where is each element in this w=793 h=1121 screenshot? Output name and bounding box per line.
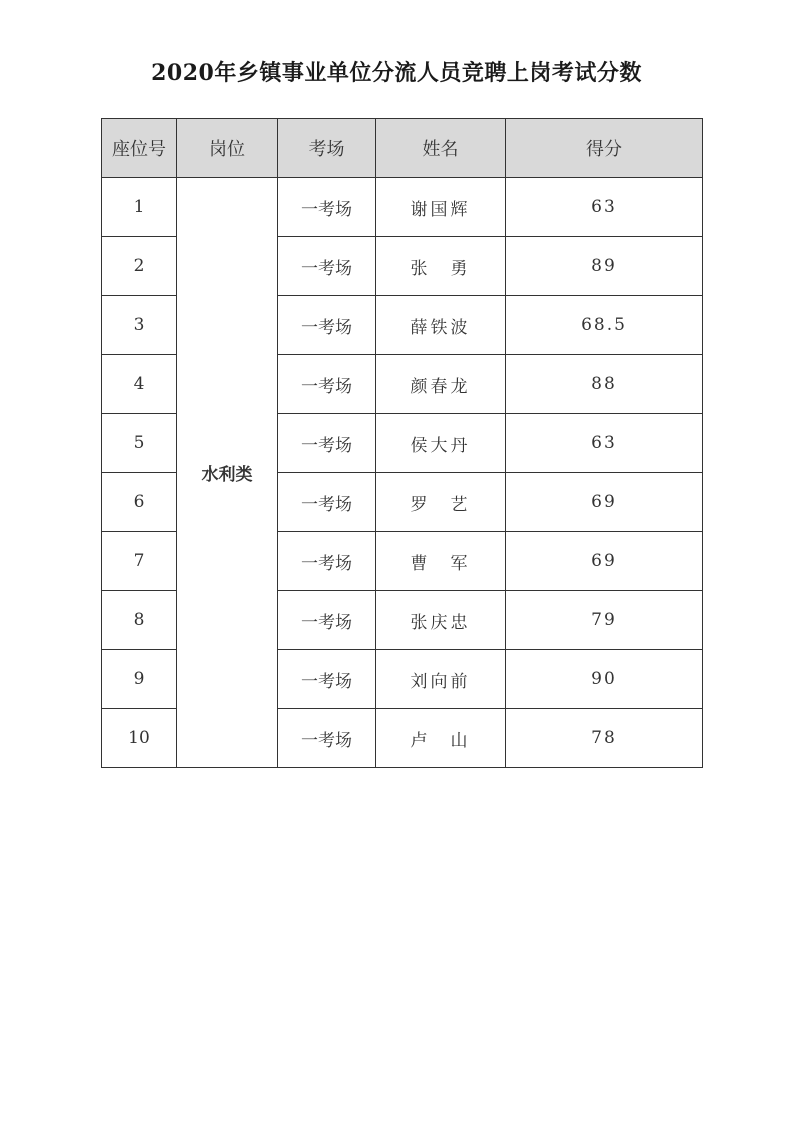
seat-cell: 3 — [102, 296, 177, 355]
room-cell: 一考场 — [278, 237, 376, 296]
room-cell: 一考场 — [278, 355, 376, 414]
name-cell: 张庆忠 — [376, 591, 506, 650]
name-cell: 薛铁波 — [376, 296, 506, 355]
seat-cell: 4 — [102, 355, 177, 414]
seat-cell: 7 — [102, 532, 177, 591]
score-cell: 79 — [506, 591, 703, 650]
score-cell: 63 — [506, 178, 703, 237]
score-cell: 68.5 — [506, 296, 703, 355]
room-cell: 一考场 — [278, 532, 376, 591]
score-cell: 63 — [506, 414, 703, 473]
header-seat: 座位号 — [102, 119, 177, 178]
room-cell: 一考场 — [278, 709, 376, 768]
score-cell: 78 — [506, 709, 703, 768]
room-cell: 一考场 — [278, 178, 376, 237]
seat-cell: 9 — [102, 650, 177, 709]
page-title: 2020年乡镇事业单位分流人员竞聘上岗考试分数 — [151, 60, 642, 86]
name-cell: 罗 艺 — [376, 473, 506, 532]
name-cell: 张 勇 — [376, 237, 506, 296]
header-post: 岗位 — [177, 119, 278, 178]
room-cell: 一考场 — [278, 473, 376, 532]
name-cell: 颜春龙 — [376, 355, 506, 414]
seat-cell: 10 — [102, 709, 177, 768]
header-name: 姓名 — [376, 119, 506, 178]
name-cell: 谢国辉 — [376, 178, 506, 237]
score-table — [101, 118, 703, 768]
room-cell: 一考场 — [278, 414, 376, 473]
score-cell: 89 — [506, 237, 703, 296]
name-cell: 刘向前 — [376, 650, 506, 709]
name-cell: 侯大丹 — [376, 414, 506, 473]
score-cell: 88 — [506, 355, 703, 414]
score-cell: 69 — [506, 532, 703, 591]
seat-cell: 8 — [102, 591, 177, 650]
seat-cell: 2 — [102, 237, 177, 296]
name-cell: 曹 军 — [376, 532, 506, 591]
room-cell: 一考场 — [278, 296, 376, 355]
post-cell: 水利类 — [177, 178, 278, 768]
seat-cell: 6 — [102, 473, 177, 532]
header-room: 考场 — [278, 119, 376, 178]
room-cell: 一考场 — [278, 650, 376, 709]
score-cell: 69 — [506, 473, 703, 532]
score-cell: 90 — [506, 650, 703, 709]
seat-cell: 5 — [102, 414, 177, 473]
table-header-row — [102, 119, 703, 178]
room-cell: 一考场 — [278, 591, 376, 650]
header-score: 得分 — [506, 119, 703, 178]
table-row — [102, 178, 703, 237]
name-cell: 卢 山 — [376, 709, 506, 768]
seat-cell: 1 — [102, 178, 177, 237]
